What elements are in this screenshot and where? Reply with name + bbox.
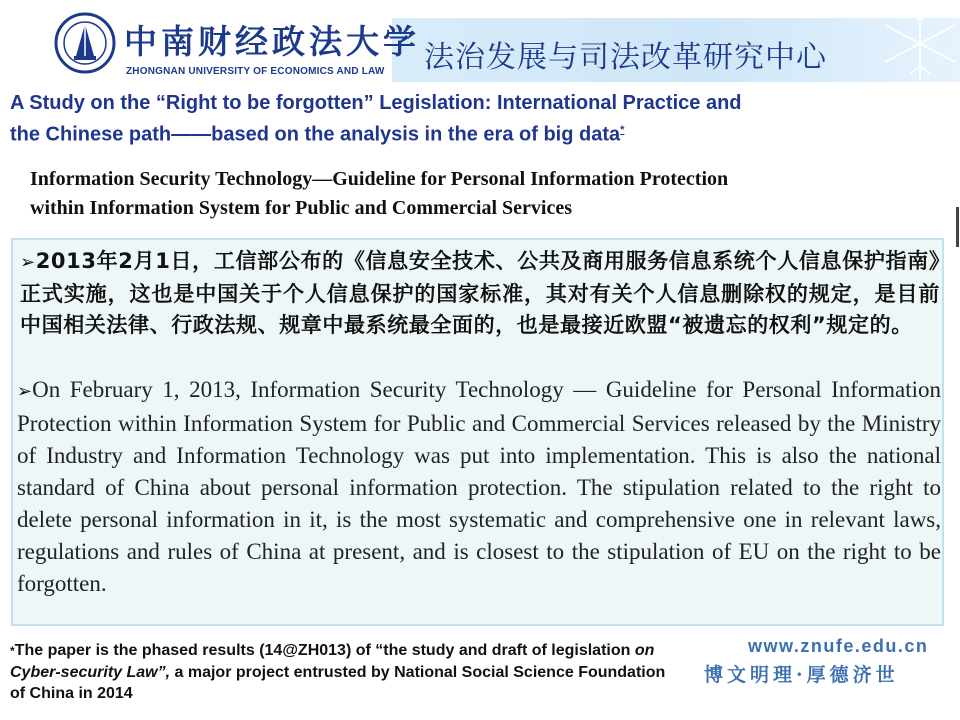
title-line-1: A Study on the “Right to be forgotten” Legislation: International Practice and [10,92,742,114]
footnote-text-1: The paper is the phased results (14@ZH013) of “the study and draft of legislation [14,642,635,659]
university-name-cn: 中南财经政法大学 [124,22,420,61]
content-box [11,238,944,626]
subtitle-line-1: Information Security Technology—Guideline for Personal Information Protection [30,168,729,190]
footnote-text-2: a major project entrusted by National Social Science Foundation of China in 2014 [10,664,666,702]
arrow-bullet-icon: ➢ [20,252,36,273]
english-paragraph [17,374,941,600]
chinese-paragraph [20,246,940,342]
header-banner [0,0,960,86]
chinese-text: 2013年2月1日，工信部公布的《信息安全技术、公共及商用服务信息系统个人信息保护指南》正式实施，这也是中国关于个人信息保护的国家标准，其对有关个人信息删除权的规定，是目前中国相关法律、行政法规、规章中最系统最全面的，也是最接近欧盟“被遗忘的权利”规定的。 [20,249,940,337]
footnote-marker: * [10,644,15,658]
subtitle-line-2: within Information System for Public and Commercial Services [30,197,573,219]
university-emblem-icon [54,12,116,74]
slide-title [10,90,940,149]
slide-subtitle [30,165,930,223]
snowflake-decoration-icon [860,0,960,86]
footnote [10,640,670,704]
university-motto: 博文明理·厚德济世 [704,664,899,686]
english-text: On February 1, 2013, Information Security Technology — Guideline for Personal Information Protection within Information System for Public and Commercial Services released by the Ministry of Industry and Information Technology was put into implementation. This is also the national standard of China about personal information protection. The stipulation related to the right to delete personal information in it, is the most systematic and comprehensive one in relevant laws, regulations and rules of China at present, and is closest to the stipulation of EU on the right to be forgotten. [17,377,941,596]
title-footnote-marker: * [620,124,625,136]
edge-divider [956,207,959,247]
title-line-2: the Chinese path——based on the analysis in the era of big data [10,123,621,146]
arrow-bullet-icon: ➢ [17,381,33,402]
footnote-italic: on Cyber-security Law”, [10,642,655,681]
website-link[interactable]: www.znufe.edu.cn [748,636,929,656]
research-center-name: 法治发展与司法改革研究中心 [424,40,827,75]
university-name-en: ZHONGNAN UNIVERSITY OF ECONOMICS AND LAW [126,66,385,77]
